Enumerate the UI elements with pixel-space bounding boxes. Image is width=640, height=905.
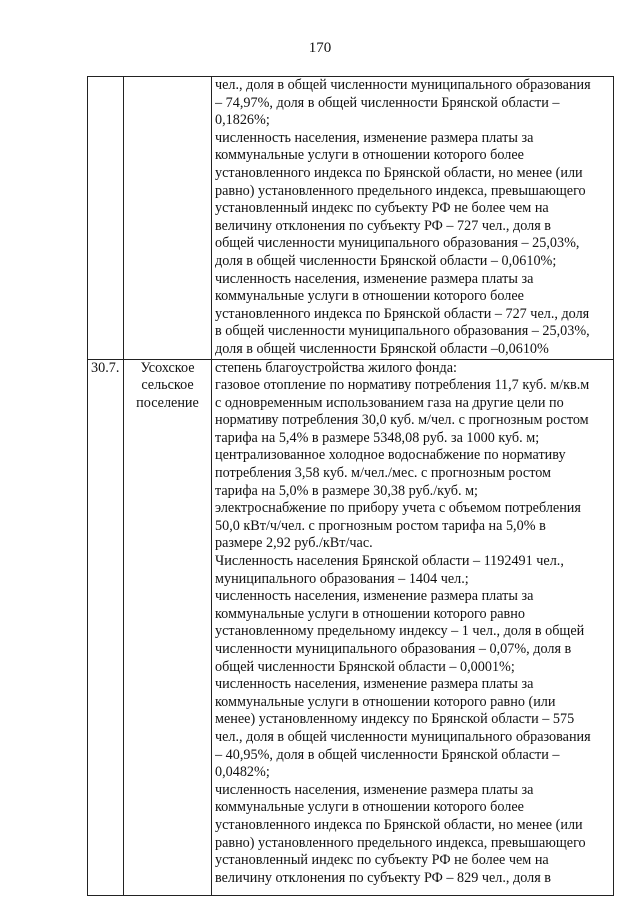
text-line: тарифа на 5,4% в размере 5348,08 руб. за 1000 куб. м; [215,429,540,446]
text-line: установленный индекс по субъекту РФ не более чем на [215,200,549,217]
text-line: установленного индекса по Брянской области, но менее (или [215,164,583,181]
text-line: 50,0 кВт/ч/чел. с прогнозным ростом тарифа на 5,0% в [215,517,546,534]
text-line: размере 2,92 руб./кВт/час. [215,535,373,552]
text-line: численность населения, изменение размера платы за [215,588,534,605]
row-number-cell: 30.7. [88,359,124,895]
municipality-name-cell [124,77,212,360]
text-line: коммунальные услуги в отношении которого более [215,288,524,305]
table-row [88,77,614,360]
text-line: муниципального образования – 1404 чел.; [215,570,469,587]
name-line: Усохское [140,359,195,376]
text-line: доля в общей численности Брянской области – 0,0610%; [215,252,557,269]
name-line: сельское [141,377,194,394]
municipality-name-cell [124,359,212,895]
page-number: 170 [308,40,332,56]
text-line: величину отклонения по субъекту РФ – 829 чел., доля в [215,869,551,886]
text-line: менее) установленному индексу по Брянской области – 575 [215,711,575,728]
row-text-cell [212,359,614,895]
text-line: коммунальные услуги в отношении которого более [215,799,524,816]
text-line: централизованное холодное водоснабжение по нормативу [215,447,566,464]
text-line: общей численности муниципального образования – 25,03%, [215,235,580,252]
text-line: равно) установленного предельного индекса, превышающего [215,834,586,851]
text-line: численность населения, изменение размера платы за [215,270,534,287]
text-line: численность населения, изменение размера платы за [215,129,534,146]
text-line: коммунальные услуги в отношении которого равно (или [215,693,556,710]
text-line: чел., доля в общей численности муниципального образования [215,728,591,745]
text-line: коммунальные услуги в отношении которого более [215,147,524,164]
table-row [88,359,614,895]
text-line: установленный индекс по субъекту РФ не более чем на [215,852,549,869]
text-line: установленного индекса по Брянской области, но менее (или [215,816,583,833]
text-line: потребления 3,58 куб. м/чел./мес. с прогнозным ростом [215,465,552,482]
text-line: 0,1826%; [215,112,270,129]
text-line: 0,0482%; [215,764,270,781]
text-line: степень благоустройства жилого фонда: [215,359,457,376]
text-line: численность населения, изменение размера платы за [215,676,534,693]
text-line: доля в общей численности Брянской области –0,0610% [215,340,549,357]
text-line: электроснабжение по прибору учета с объемом потребления [215,500,581,517]
text-line: с одновременным использованием газа на другие цели по [215,394,564,411]
municipality-table [87,76,614,896]
text-line: нормативу потребления 30,0 куб. м/чел. с прогнозным ростом [215,412,589,429]
text-line: численности муниципального образования – 0,07%, доля в [215,641,572,657]
text-line: величину отклонения по субъекту РФ – 727 чел., доля в [215,217,551,234]
text-line: равно) установленного предельного индекса, превышающего [215,182,586,199]
text-line: – 40,95%, доля в общей численности Брянской области – [215,746,560,763]
text-line: установленного индекса по Брянской области – 727 чел., доля [215,305,590,322]
text-line: – 74,97%, доля в общей численности Брянской области – [215,94,560,111]
text-line: численность населения, изменение размера платы за [215,781,534,798]
text-line: коммунальные услуги в отношении которого равно [215,605,525,622]
name-line: поселение [136,394,199,411]
row-text-cell [212,77,614,360]
text-line: Численность населения Брянской области – 1192491 чел., [215,553,564,570]
text-line: общей численности Брянской области – 0,0001%; [215,658,515,675]
text-line: тарифа на 5,0% в размере 30,38 руб./куб. м; [215,482,479,499]
text-line: установленному предельному индексу – 1 чел., доля в общей [215,623,585,640]
text-line: чел., доля в общей численности муниципального образования [215,77,591,93]
row-number-cell [88,77,124,360]
text-line: в общей численности муниципального образования – 25,03%, [215,323,590,340]
text-line: газовое отопление по нормативу потребления 11,7 куб. м/кв.м [215,377,590,394]
